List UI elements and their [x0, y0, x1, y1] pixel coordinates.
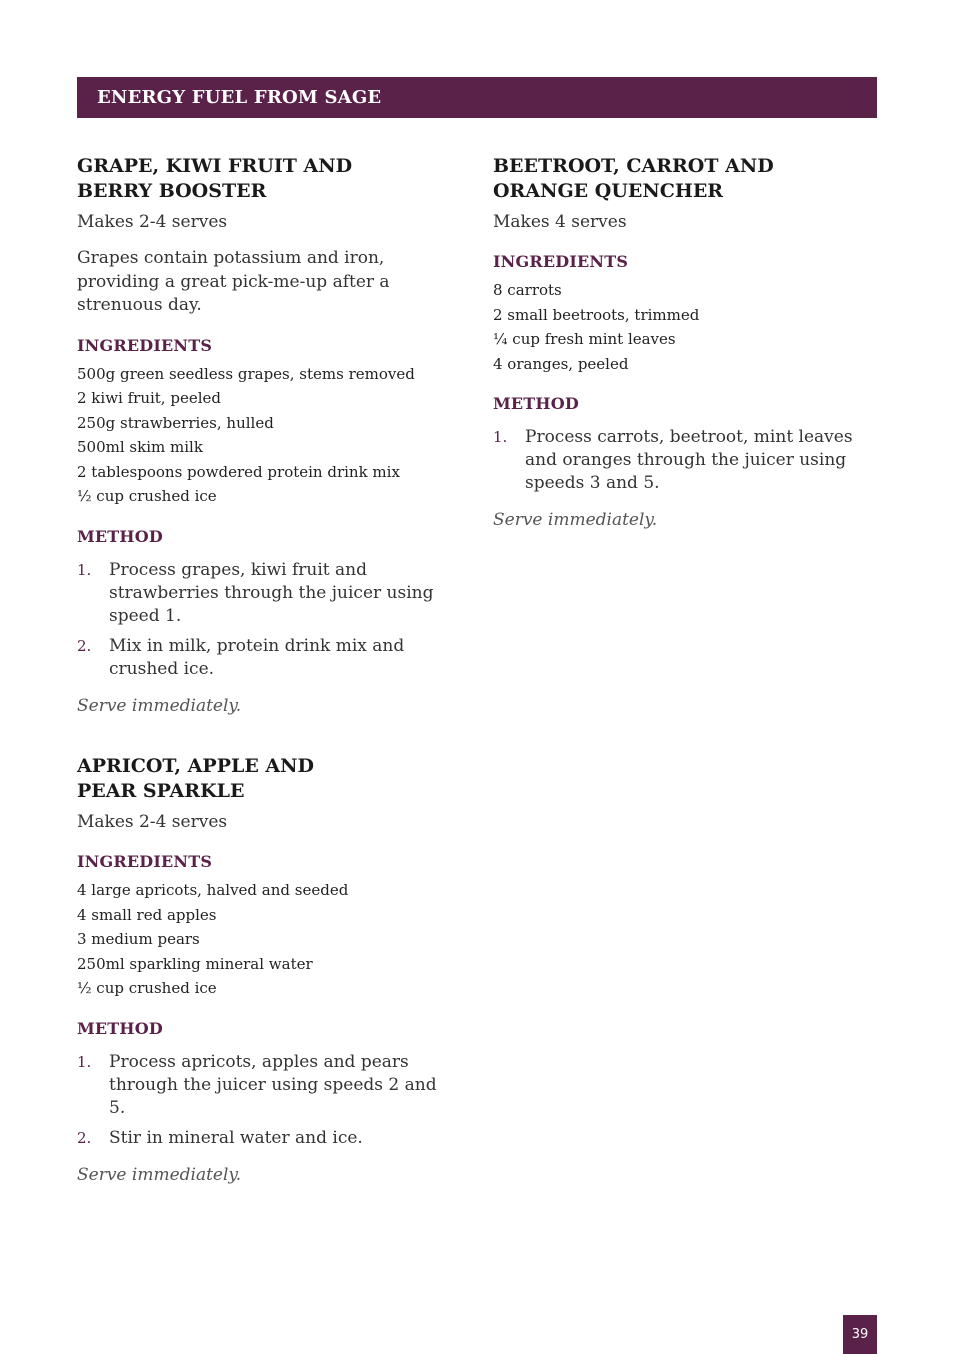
step-number: 1.	[77, 1053, 92, 1072]
ingredient-item: 2 kiwi fruit, peeled	[77, 389, 221, 408]
ingredient-item: 250g strawberries, hulled	[77, 413, 274, 432]
section-header-title: ENERGY FUEL FROM SAGE	[97, 87, 382, 108]
ingredient-item: 4 oranges, peeled	[493, 354, 629, 373]
recipe-title	[493, 154, 877, 204]
step-number: 2.	[77, 637, 92, 656]
method-step	[77, 1051, 457, 1120]
page-number: 39	[851, 1327, 869, 1342]
ingredient-item: 2 tablespoons powdered protein drink mix	[77, 462, 400, 481]
step-number: 1.	[77, 561, 92, 580]
recipe-title-line-1: BEETROOT, CARROT AND	[493, 155, 774, 177]
left-column	[77, 154, 457, 1223]
step-number: 2.	[77, 1129, 92, 1148]
recipe-beetroot-carrot-orange	[493, 154, 877, 532]
serve-note: Serve immediately.	[77, 696, 242, 717]
ingredient-item: 500ml skim milk	[77, 438, 203, 457]
ingredient-item: 250ml sparkling mineral water	[77, 954, 313, 973]
recipe-serves: Makes 2-4 serves	[77, 812, 228, 833]
recipe-title	[77, 754, 457, 804]
recipe-title-line-2: PEAR SPARKLE	[77, 780, 245, 803]
ingredients-list	[77, 362, 457, 510]
method-step	[493, 426, 877, 495]
ingredients-heading: INGREDIENTS	[77, 852, 213, 872]
ingredients-list	[493, 278, 877, 376]
recipe-title-line-1: GRAPE, KIWI FRUIT AND	[77, 155, 353, 177]
step-text: Stir in mineral water and ice.	[109, 1128, 363, 1149]
method-heading: METHOD	[77, 1019, 163, 1039]
ingredient-item: 2 small beetroots, trimmed	[493, 305, 700, 324]
method-step	[77, 1127, 457, 1150]
right-column	[493, 154, 877, 568]
method-steps	[493, 426, 877, 495]
section-header-bar	[77, 77, 877, 118]
ingredients-list	[77, 878, 457, 1001]
step-number: 1.	[493, 428, 508, 447]
ingredients-heading: INGREDIENTS	[493, 252, 629, 271]
recipe-title	[77, 154, 457, 204]
recipe-serves: Makes 2-4 serves	[77, 212, 228, 232]
ingredient-item: 500g green seedless grapes, stems removed	[77, 364, 415, 383]
ingredient-item: 4 large apricots, halved and seeded	[77, 881, 349, 900]
recipe-title-line-1: APRICOT, APPLE AND	[77, 755, 315, 778]
serve-note: Serve immediately.	[77, 1165, 242, 1186]
step-text: Process apricots, apples and pears through the juicer using speeds 2 and 5.	[109, 1052, 437, 1119]
recipe-title-line-2: BERRY BOOSTER	[77, 180, 267, 202]
recipe-apricot-apple-pear	[77, 754, 457, 1187]
ingredient-item: 3 medium pears	[77, 930, 200, 949]
page-number-badge	[843, 1315, 877, 1354]
method-steps	[77, 559, 457, 681]
ingredient-item: ½ cup crushed ice	[77, 979, 217, 998]
recipe-title-line-2: ORANGE QUENCHER	[493, 180, 724, 202]
ingredient-item: ¼ cup fresh mint leaves	[493, 330, 676, 349]
ingredient-item: ½ cup crushed ice	[77, 487, 217, 506]
step-text: Mix in milk, protein drink mix and crushed ice.	[109, 636, 405, 680]
ingredient-item: 8 carrots	[493, 281, 562, 299]
method-heading: METHOD	[77, 527, 163, 547]
serve-note: Serve immediately.	[493, 510, 658, 531]
step-text: Process grapes, kiwi fruit and strawberries through the juicer using speed 1.	[109, 560, 434, 627]
method-heading: METHOD	[493, 394, 579, 414]
ingredient-item: 4 small red apples	[77, 905, 217, 924]
ingredients-heading: INGREDIENTS	[77, 335, 213, 355]
method-step	[77, 635, 457, 681]
recipe-intro: Grapes contain potassium and iron, providing a great pick-me-up after a strenuous day.	[77, 248, 390, 315]
method-step	[77, 559, 457, 628]
recipe-serves: Makes 4 serves	[493, 212, 627, 232]
recipe-grape-kiwi-berry	[77, 154, 457, 718]
step-text: Process carrots, beetroot, mint leaves and oranges through the juicer using speeds 3 and 5.	[525, 427, 853, 494]
method-steps	[77, 1051, 457, 1150]
